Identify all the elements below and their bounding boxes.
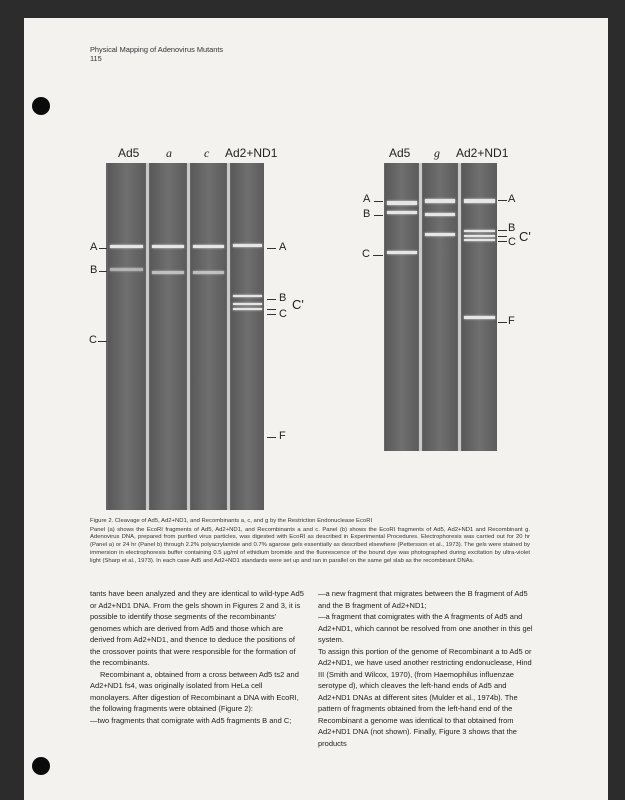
band-b-g-C (425, 233, 455, 236)
panel-a-lane-label-ad5: Ad5 (118, 146, 140, 160)
paragraph: —two fragments that comigrate with Ad5 fragments B and C; (90, 715, 292, 725)
panel-a-right-marker-B: B (279, 292, 287, 304)
panel-a-left-marker-B: B (90, 264, 98, 276)
panel-b-right-marker-B: B (508, 222, 516, 234)
panel-b-left-marker-A: A (363, 193, 371, 205)
header-title: Physical Mapping of Adenovirus Mutants (90, 45, 224, 54)
band-b-g-B (425, 213, 455, 216)
paragraph: To assign this portion of the genome of Recombinant a to Ad5 or Ad2+ND1, we have used another restricting endonuclease, Hind III (Smith and Wilcox, 1970), (from Haemophilus influenzae serotype d), which cleaves the left-hand ends of Ad5 and Ad2+ND1 DNAs at different sites (Mulder et al., 1974b). The pattern of fragments obtained from the left-hand end of the Recombinant a genome was identical to that obtained from Ad2+ND1 DNA (not shown). Finally, Figure 3 shows that the products (318, 646, 532, 748)
band-b-nd1-Cp (464, 239, 495, 241)
panel-a-lane-label-ad2nd1: Ad2+ND1 (225, 146, 278, 160)
band-b-g-A (425, 199, 455, 203)
caption-body: Panel (a) shows the EcoRI fragments of Ad5, Ad2+ND1, and Recombinants a and c. Panel (b) shows the EcoRI fragments of Ad5, Ad2+ND1 and Recombinant g. Adenovirus DNA, prepared from purified virus particles, was digested with EcoRI as described in Experimental Procedures. Electrophoresis was carried out for 20 hr (Panel a) or 24 hr (Panel b) through 2.2% polyacrylamide and 0.7% agarose gels essentially as described elsewhere (Pettersson et al., 1973). The gels were stained by immersion in electrophoresis buffer containing 0.5 μg/ml of ethidium bromide and the fluorescence of the bound dye was photographed during excitation by ultra-violet light (Sharp et al., 1973). In each case Ad5 and Ad2+ND1 standards were set up and ran in parallel on the same gel slab as the recombinant DNAs. (90, 526, 530, 564)
panel-b-right-marker-C: C (508, 236, 516, 248)
panel-b-left-marker-B: B (363, 208, 371, 220)
gel-panel-b (384, 163, 497, 451)
band-b-ad5-C (387, 251, 417, 254)
paragraph: —a fragment that comigrates with the A fragments of Ad5 and Ad2+ND1, which cannot be resolved from one another in this gel system. (318, 612, 533, 644)
band-b-ad5-B (387, 211, 417, 214)
panel-a-right-marker-A: A (279, 241, 287, 253)
caption-title: Figure 2. Cleavage of Ad5, Ad2+ND1, and Recombinants a, c, and g by the Restriction Endonuclease EcoRI (90, 518, 373, 524)
panel-a-left-marker-A: A (90, 241, 98, 253)
band-b-nd1-A (464, 199, 495, 203)
paragraph: tants have been analyzed and they are identical to wild-type Ad5 or Ad2+ND1 DNA. From the gels shown in Figures 2 and 3, it is possible to identify those segments of the recombinants' genomes which are derived from Ad5 and those which are derived from Ad2+ND1, and thence to deduce the positions of the crossover points that were responsible for the formation of the recombinants. (90, 589, 304, 667)
panel-b-lane-label-g: g (434, 146, 440, 160)
band-a-nd1-B (233, 295, 262, 297)
gel-panel-a (106, 163, 264, 510)
panel-b-right-marker-F: F (508, 315, 515, 327)
band-a-nd1-Cp (233, 308, 262, 310)
paragraph: —a new fragment that migrates between the B fragment of Ad5 and the B fragment of Ad2+ND1; (318, 589, 528, 610)
band-a-c-B (193, 271, 224, 274)
band-b-ad5-A (387, 201, 417, 205)
panel-a-right-marker-C: C (279, 308, 287, 320)
body-column-right (318, 588, 533, 749)
panel-a-right-marker-Cprime: C' (292, 297, 304, 312)
band-b-nd1-F (464, 316, 495, 319)
band-a-ad5-B (110, 268, 143, 271)
band-a-ad5-A (110, 245, 143, 248)
panel-b-left-marker-C: C (362, 248, 370, 260)
panel-b-right-marker-Cprime: C' (519, 229, 531, 244)
band-a-a-A (152, 245, 184, 248)
page-number: 115 (90, 54, 102, 63)
figure-caption (90, 518, 530, 565)
panel-b-lane-label-ad2nd1: Ad2+ND1 (456, 146, 509, 160)
band-a-c-A (193, 245, 224, 248)
binder-hole-bottom (32, 757, 50, 775)
binder-hole-top (32, 97, 50, 115)
panel-a-lane-label-c: c (204, 146, 210, 160)
band-b-nd1-B (464, 230, 495, 232)
panel-b-right-marker-A: A (508, 193, 516, 205)
band-a-nd1-A (233, 244, 262, 247)
panel-a-left-marker-C: C (89, 334, 97, 346)
panel-a-right-marker-F: F (279, 430, 286, 442)
running-header (90, 45, 223, 63)
panel-a-lane-label-a: a (166, 146, 172, 160)
panel-b-lane-label-ad5: Ad5 (389, 146, 411, 160)
band-a-nd1-C (233, 303, 262, 305)
band-a-a-B (152, 271, 184, 274)
band-b-nd1-C (464, 235, 495, 237)
paragraph: Recombinant a, obtained from a cross between Ad5 ts2 and Ad2+ND1 fs4, was originally isolated from HeLa cell monolayers. After digestion of Recombinant a DNA with EcoRI, the following fragments were obtained (Figure 2): (90, 669, 299, 713)
body-column-left (90, 588, 305, 726)
